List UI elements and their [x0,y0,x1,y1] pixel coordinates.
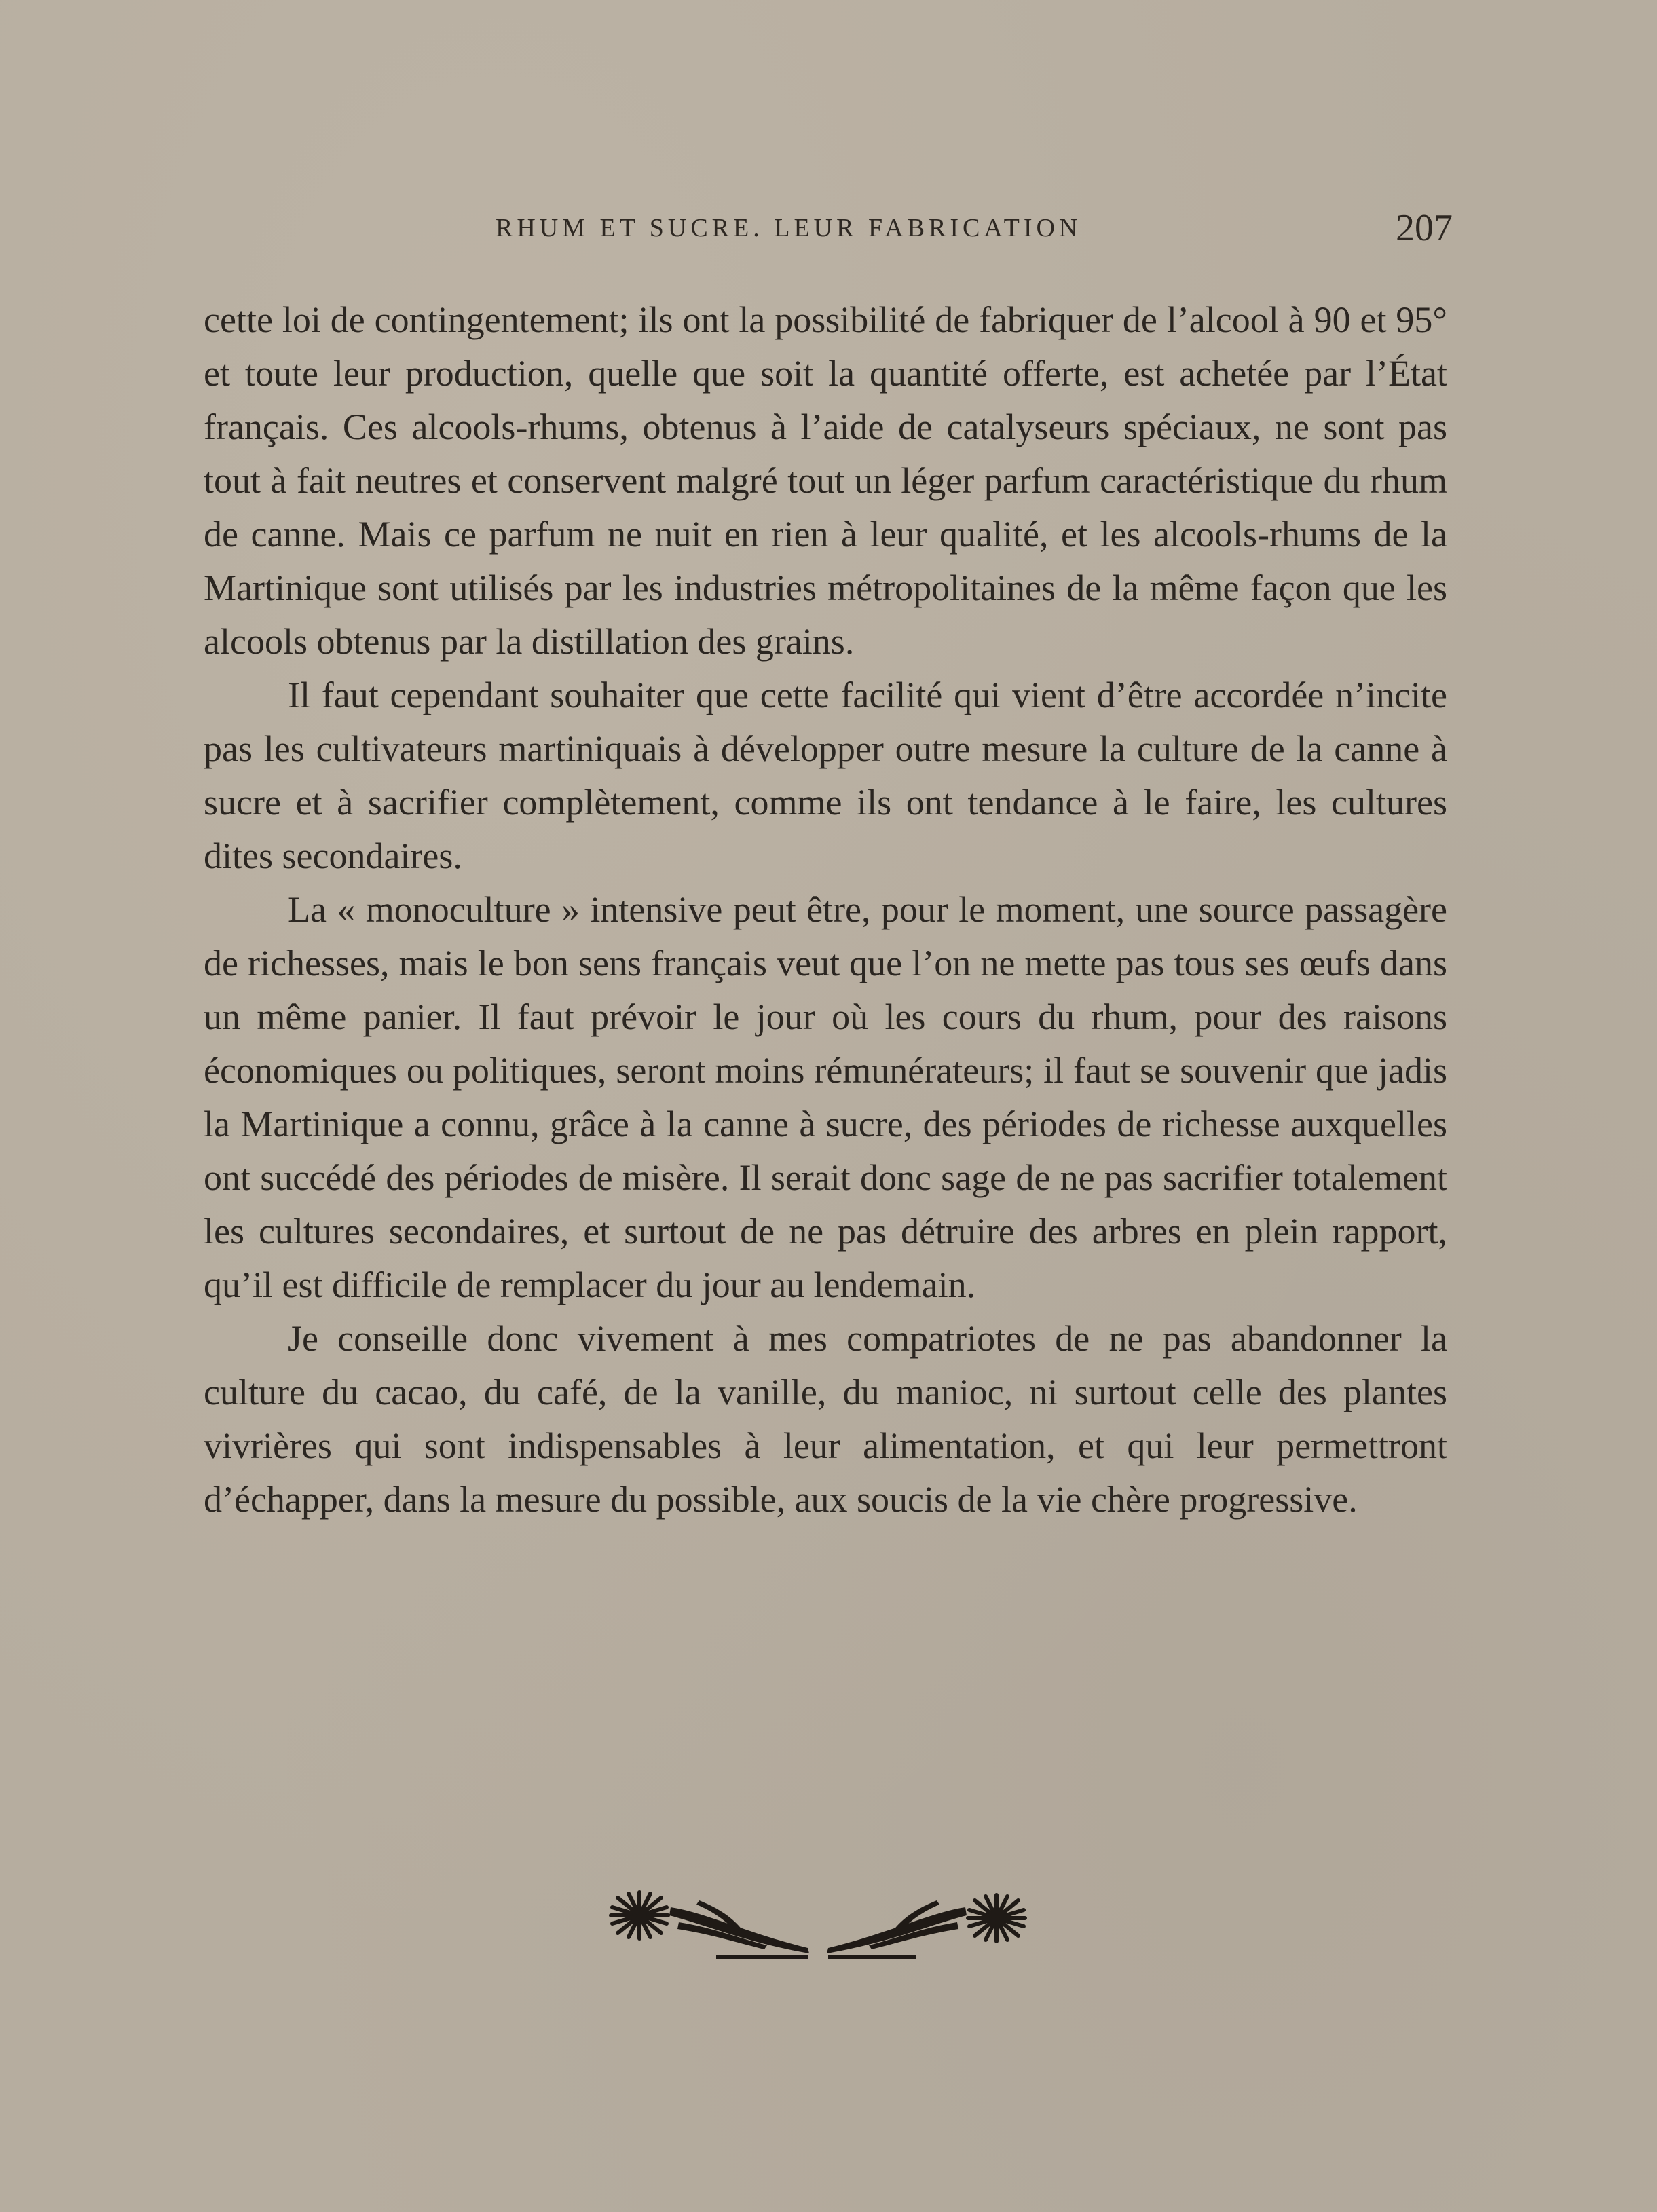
running-head: RHUM ET SUCRE. LEUR FABRICATION [496,214,1082,242]
body-text [204,293,1447,1526]
floral-tailpiece-icon [597,1880,1039,1968]
left-leaf-icon [669,1900,809,1959]
page-number: 207 [1396,207,1453,249]
right-leaf-icon [827,1900,967,1959]
page-header [204,209,1453,250]
paragraph-1: cette loi de contingentement; ils ont la possibilité de fabriquer de l’alcool à 90 et 95° et toute leur production, quelle que soit la quantité offerte, est achetée par l’État français. Ces alcools-rhums, obtenus à l’aide de catalyseurs spéciaux, ne sont pas tout à fait neutres et conservent malgré tout un léger parfum caractéristique du rhum de canne. Mais ce parfum ne nuit en rien à leur qualité, et les alcools-rhums de la Martinique sont utilisés par les industries métropolitaines de la même façon que les alcools obtenus par la distillation des grains. [204,299,1447,662]
paragraph-4: Je conseille donc vivement à mes compatriotes de ne pas abandonner la culture du cacao, du café, de la vanille, du manioc, ni surtout celle des plantes vivrières qui sont indispensables à leur alimentation, et qui leur permettront d’échapper, dans la mesure du possible, aux soucis de la vie chère progressive. [204,1318,1447,1520]
paragraph-3: La « monoculture » intensive peut être, pour le moment, une source passagère de richesses, mais le bon sens français veut que l’on ne mette pas tous ses œufs dans un même panier. Il faut prévoir le jour où les cours du rhum, pour des raisons économiques ou politiques, seront moins rémunérateurs; il faut se souvenir que jadis la Martinique a connu, grâce à la canne à sucre, des périodes de richesse auxquelles ont succédé des périodes de misère. Il serait donc sage de ne pas sacrifier totalement les cultures secondaires, et surtout de ne pas détruire des arbres en plein rapport, qu’il est difficile de remplacer du jour au lendemain. [204,889,1447,1305]
left-flower-icon [611,1892,668,1938]
right-flower-icon [968,1895,1025,1941]
paragraph-2: Il faut cependant souhaiter que cette facilité qui vient d’être accordée n’incite pas les cultivateurs martiniquais à développer outre mesure la culture de la canne à sucre et à sacrifier complètement, comme ils ont tendance à le faire, les cultures dites secondaires. [204,675,1447,876]
